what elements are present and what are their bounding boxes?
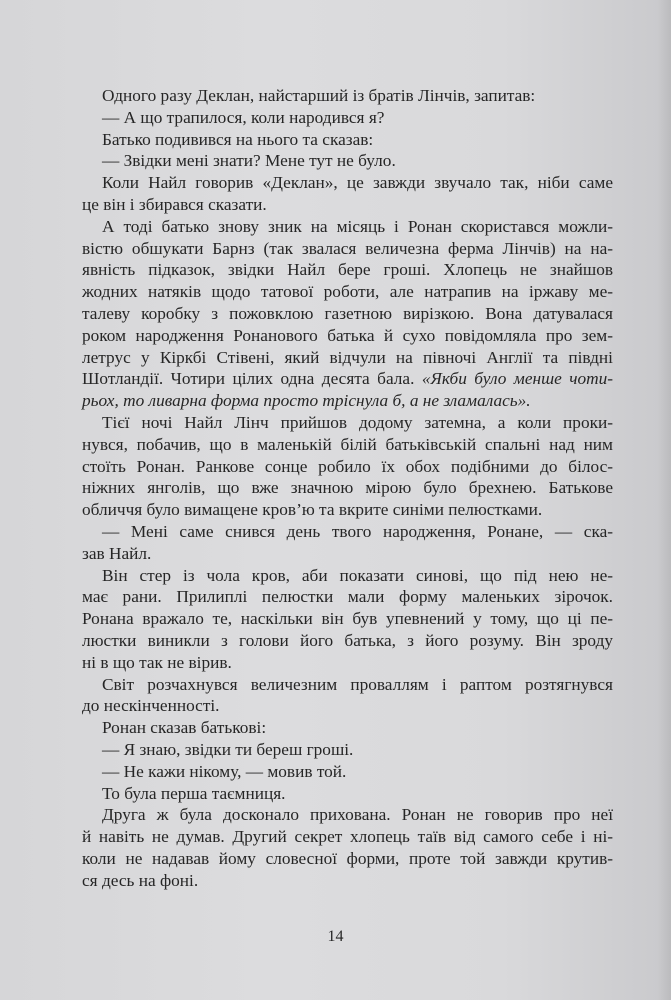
text-line-content: має рани. Прилиплі пелюстки мали форму маленьких зірочок.	[82, 587, 613, 607]
text-line	[82, 630, 613, 652]
text-line-content: люстки виникли з голови його батька, з його розуму. Він зроду	[82, 630, 613, 650]
text-line	[82, 129, 613, 151]
text-line	[82, 521, 613, 543]
italic-quote: «Якби було менше чоти-	[421, 369, 613, 389]
text-line	[82, 717, 613, 739]
text-line	[82, 107, 613, 129]
text-line-content: нувся, побачив, що в маленькій білій батьківській спальні над ним	[82, 434, 613, 454]
text-line	[82, 477, 613, 499]
text-line	[82, 347, 613, 369]
text-line-content: й навіть не думав. Другий секрет хлопець таїв від самого себе і ні-	[82, 827, 613, 847]
text-line-content: — Я знаю, звідки ти береш гроші.	[102, 739, 354, 759]
text-line	[82, 870, 613, 892]
text-line	[82, 85, 613, 107]
text-line	[82, 368, 613, 390]
text-line	[82, 761, 613, 783]
text-line-content: вістю обшукати Барнз (так звалася величезна ферма Лінчів) на на-	[82, 238, 613, 258]
text-line	[82, 194, 613, 216]
text-line	[82, 259, 613, 281]
italic-quote: рьох, то ливарна форма просто тріснула б, а не зламалась».	[82, 391, 531, 411]
text-line	[82, 804, 613, 826]
text-line	[82, 172, 613, 194]
text-line	[82, 739, 613, 761]
text-line-content: роком народження Ронанового батька й сухо повідомляла про зем-	[82, 325, 613, 345]
text-line	[82, 652, 613, 674]
text-line	[82, 216, 613, 238]
text-line-content: — Не кажи нікому, — мовив той.	[102, 761, 347, 781]
text-line-content: Ронан сказав батькові:	[102, 718, 267, 738]
text-line-content: летрус у Кіркбі Стівені, який відчули на півночі Англії та півдні	[82, 347, 613, 367]
text-line	[82, 848, 613, 870]
text-line-content: стоїть Ронан. Ранкове сонце робило їх обох подібними до білос-	[82, 456, 613, 476]
text-line	[82, 695, 613, 717]
text-line	[82, 783, 613, 805]
text-line-content: Коли Найл говорив «Деклан», це завжди звучало так, ніби саме	[102, 173, 613, 193]
text-line	[82, 586, 613, 608]
text-line	[82, 325, 613, 347]
text-line	[82, 303, 613, 325]
text-line-content: Шотландії. Чотири цілих одна десята бала.	[82, 369, 422, 389]
text-line-content: ніжних янголів, що вже значною мірою було брехнею. Батькове	[82, 478, 613, 498]
text-line-content: Батько подивився на нього та сказав:	[102, 129, 374, 149]
text-line-content: Друга ж була досконало прихована. Ронан не говорив про неї	[102, 805, 613, 825]
text-line-content: Одного разу Деклан, найстарший із братів Лінчів, запитав:	[102, 86, 536, 105]
text-line	[82, 412, 613, 434]
text-line	[82, 608, 613, 630]
text-line	[82, 434, 613, 456]
text-line-content: То була перша таємниця.	[102, 783, 286, 803]
text-line-content: ні в що так не вірив.	[82, 652, 232, 672]
text-line-content: коли не надавав йому словесної форми, проте той завжди крутив-	[82, 848, 613, 868]
text-line	[82, 238, 613, 260]
text-line-content: явність підказок, звідки Найл бере гроші. Хлопець не знайшов	[82, 260, 613, 280]
text-line	[82, 281, 613, 303]
text-line	[82, 826, 613, 848]
text-line-content: жодних натяків щодо татової роботи, але натрапив на іржаву ме-	[82, 282, 613, 302]
text-line	[82, 150, 613, 172]
text-line-content: це він і збирався сказати.	[82, 194, 267, 214]
text-line-content: — Звідки мені знати? Мене тут не було.	[102, 151, 396, 171]
text-line	[82, 456, 613, 478]
text-line-content: талеву коробку з пожовклою газетною вирізкою. Вона датувалася	[82, 303, 613, 323]
text-line-content: зав Найл.	[82, 543, 152, 563]
text-line-content: до нескінченності.	[82, 696, 220, 716]
text-line-content: Світ розчахнувся величезним проваллям і раптом розтягнувся	[102, 674, 613, 694]
text-line	[82, 390, 613, 412]
text-line	[82, 565, 613, 587]
text-line-content: — Мені саме снився день твого народження, Ронане, — ска-	[102, 521, 613, 541]
text-line-content: ся десь на фоні.	[82, 870, 199, 890]
text-line-content: А тоді батько знову зник на місяць і Ронан скористався можли-	[102, 216, 613, 236]
text-line-content: Тієї ночі Найл Лінч прийшов додому затемна, а коли проки-	[102, 412, 613, 432]
text-line-content: обличчя було вимащене кров’ю та вкрите синіми пелюстками.	[82, 500, 543, 520]
text-line-content: — А що трапилося, коли народився я?	[102, 107, 385, 127]
page-shadow	[657, 0, 671, 1000]
page-number: 14	[327, 928, 344, 945]
text-line	[82, 543, 613, 565]
text-line-content: Ронана вражало те, наскільки він був упевнений у тому, що ці пе-	[82, 609, 613, 629]
text-line	[82, 499, 613, 521]
book-page-text	[82, 85, 613, 891]
text-line	[82, 674, 613, 696]
text-line-content: Він стер із чола кров, аби показати синові, що під нею не-	[102, 565, 613, 585]
